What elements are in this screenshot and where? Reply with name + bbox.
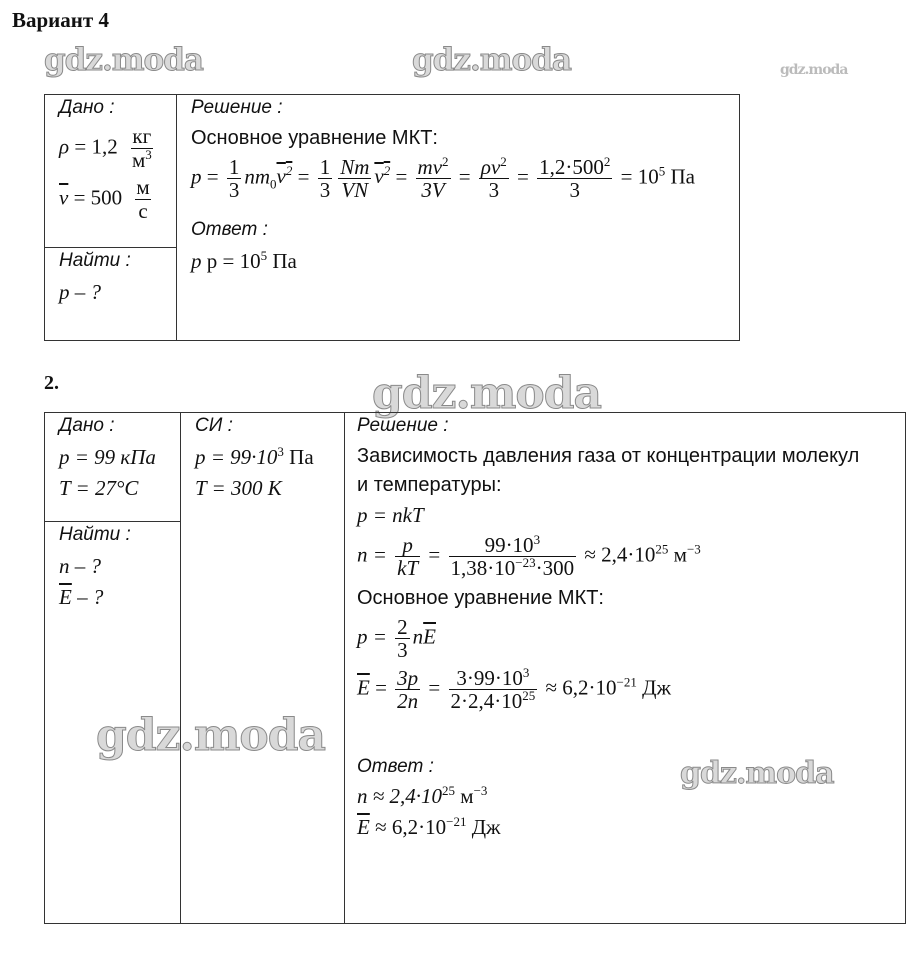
given-label: Дано [59,415,104,436]
mkt-formula: p = $\frac{1}{3}$ $nm_0v^2$ = $\frac{1}{3}$ $\frac{Nm}{VN}$ $v^2$ = $\frac{mv^2}{3V}$ = $\frac{\rho v^2}{3}$ = $\frac{1,2\cdot 500^2}{3}$ = $10^5$ Па [191,154,695,203]
watermark-large: gdz.moda [372,368,602,419]
watermark-large: gdz.moda [96,710,326,761]
answer-label: Ответ [191,219,258,241]
find-E: $\overline{E}$ – ? [59,585,104,609]
problem2-find-cell: Найти : n – ? $\overline{E}$ – ? [45,522,181,924]
problem2-si-cell: СИ : $p = 99\cdot 10^3$ Па T = 300 К [181,413,345,924]
answer-label: Ответ [357,756,424,778]
si-T: T = 300 К [195,476,282,500]
problem2-table [44,412,906,924]
p-formula: p = $\frac{2}{3}$ $n\overline{E}$ [357,615,436,663]
si-label: СИ [195,415,223,436]
text-temperature: и температуры: [357,474,502,496]
answer-n: $n \approx 2,4\cdot 10^{25}$ $м^{-3}$ [357,783,488,809]
find-n: n – ? [59,554,101,578]
solution-label: Решение [357,415,438,436]
text-mkt: Основное уравнение МКТ: [357,587,604,610]
given-p: p = 99 кПа [59,445,156,469]
page-title: Вариант 4 [12,8,109,32]
answer-value: p $p = 10^5$ Па [191,248,297,274]
E-formula: $\overline{E}$ = $\frac{3p}{2n}$ = $\frac{3\cdot 99\cdot 10^3}{2\cdot 2,4\cdot 10^{25}}$ ≈ $6,2\cdot 10^{-21}$ Дж [357,665,671,714]
given-T: T = 27°C [59,476,139,500]
problem1-table [44,94,740,341]
solution-label: Решение [191,97,272,118]
given-v: $\overline{v} = 500$ м с [59,175,150,224]
watermark: gdz.moda [412,42,571,78]
find-label: Найти [59,524,121,545]
problem2-given-cell: Дано : p = 99 кПа T = 27°C [45,413,181,522]
find-value: p – ? [59,280,101,304]
si-p: $p = 99\cdot 10^3$ Па [195,444,314,469]
problem1-solution-cell: Решение : Основное уравнение МКТ: p = $\frac{1}{3}$ $nm_0v^2$ = $\frac{1}{3}$ $\frac{Nm}{VN}$ $v^2$ = $\frac{mv^2}{3V}$ = $\frac{\rho v^2}{3}$ = $\frac{1,2\cdot 500^2}{3}$ = $10^5$ Па Ответ : p $p = 10^5$ Па [177,95,740,341]
problem1-find-cell: Найти : p – ? [45,248,177,341]
solution-text: Основное уравнение МКТ: [191,127,438,149]
watermark: gdz.moda [44,42,203,78]
text-dependence: Зависимость давления газа от концентрации молекул [357,445,860,467]
problem1-given-cell: Дано : ρ = 1,2 кг $м^3$ $\overline{v} = 500$ м с [45,95,177,248]
problem2-solution-cell: Решение : Зависимость давления газа от концентрации молекул и температуры: p = nkT n = $\frac{p}{kT}$ = $\frac{99\cdot 10^3}{1,38\cdot 10^{-23}\cdot 300}$ ≈ $2,4\cdot 10^{25}$ $м^{-3}$ Основное уравнение МКТ: p = $\frac{2}{3}$ $n\overline{E}$ $\overline{E}$ = $\frac{3p}{2n}$ = $\frac{3\cdot 99\cdot 10^3}{2\cdot 2,4\cdot 10^{25}}$ ≈ $6,2\cdot 10^{-21}$ Дж Ответ : $n \approx 2,4\cdot 10^{25}$ $м^{-3}$ $\overline{E} \approx 6,2\cdot 10^{-21}$ Дж [345,413,906,924]
answer-E: $\overline{E} \approx 6,2\cdot 10^{-21}$ Дж [357,814,501,840]
problem2-number: 2. [44,372,59,394]
find-label: Найти [59,250,121,271]
given-label: Дано [59,97,104,118]
given-rho: ρ = 1,2 кг $м^3$ [59,124,152,173]
n-formula: n = $\frac{p}{kT}$ = $\frac{99\cdot 10^3}{1,38\cdot 10^{-23}\cdot 300}$ ≈ $2,4\cdot 10^{25}$ $м^{-3}$ [357,532,701,581]
watermark-small: gdz.moda [780,62,848,78]
eq-pnkT: p = nkT [357,503,424,527]
watermark: gdz.moda [680,756,834,791]
